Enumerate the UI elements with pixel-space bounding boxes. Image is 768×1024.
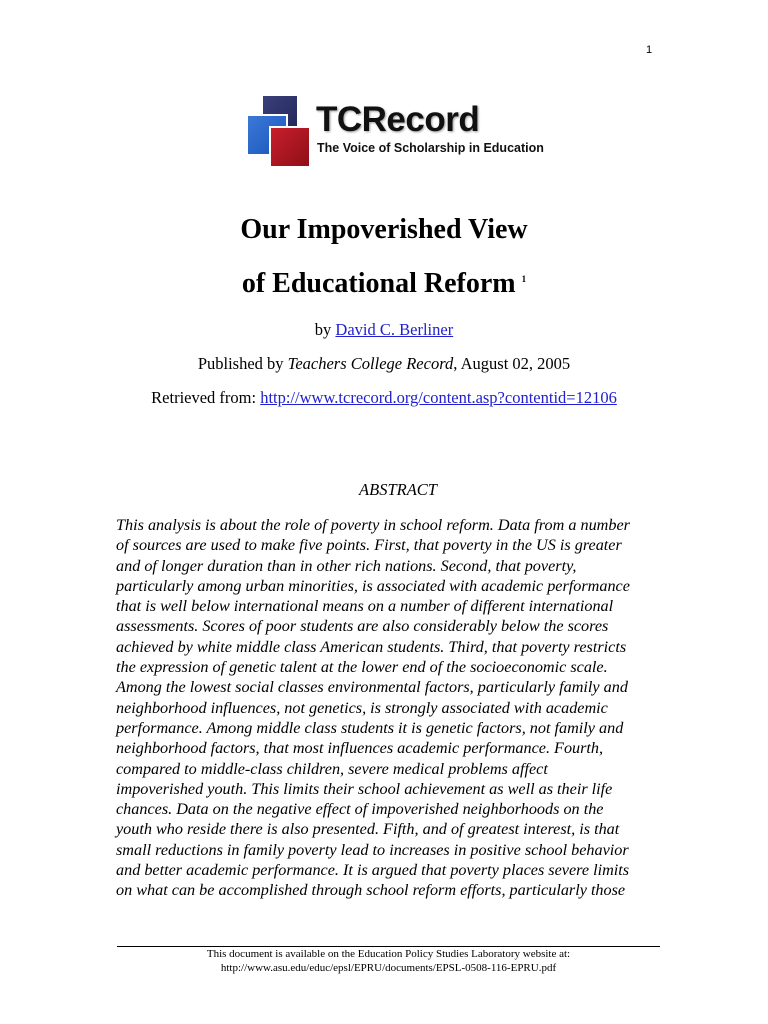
abstract-line: compared to middle-class children, severe medical problems affect [116,759,548,778]
byline [0,320,768,340]
retrieved-url-link[interactable]: http://www.tcrecord.org/content.asp?contentid=12106 [260,388,617,407]
logo-name: TCRecord [316,100,480,139]
abstract-line: particularly among urban minorities, is associated with academic performance [116,576,630,595]
footer-line-1: This document is available on the Education Policy Studies Laboratory website at: [206,948,571,960]
page-number: 1 [646,44,653,56]
abstract-line: impoverished youth. This limits their school achievement as well as their life [116,779,613,798]
footnote-marker: 1 [521,273,527,284]
title-line-2 [0,268,768,300]
retrieved-prefix: Retrieved from: [151,388,261,407]
abstract-line: performance. Among middle class students it is genetic factors, not family and [116,718,624,737]
tcrecord-logo [246,96,546,174]
abstract-line: Among the lowest social classes environmental factors, particularly family and [116,678,628,697]
published-date: , August 02, 2005 [453,354,571,373]
footer [116,947,661,975]
abstract-line: achieved by white middle class American students. Third, that poverty restricts [116,637,627,656]
published-prefix: Published by [197,354,288,373]
abstract-line: small reductions in family poverty lead to increases in positive school behavior [116,840,629,859]
publication-name: Teachers College Record [287,354,454,373]
published-line [0,354,768,374]
by-prefix: by [314,320,336,339]
abstract-line: that is well below international means on a number of different international [116,597,614,616]
abstract-line: and better academic performance. It is argued that poverty places severe limits [116,861,630,880]
logo-tagline: The Voice of Scholarship in Education [317,141,544,155]
title-line-2-text: of Educational Reform [241,268,516,299]
abstract-line: on what can be accomplished through school reform efforts, particularly those [116,881,626,900]
title-line-1: Our Impoverished View [240,214,528,245]
abstract-line: the expression of genetic talent at the lower end of the socioeconomic scale. [116,658,608,677]
abstract-heading: ABSTRACT [359,480,437,499]
abstract-line: neighborhood factors, that most influences academic performance. Fourth, [116,739,604,758]
abstract-line: of sources are used to make five points. First, that poverty in the US is greater [116,536,622,555]
retrieved-line [0,388,768,408]
author-link[interactable]: David C. Berliner [335,320,454,339]
logo-square-red [269,126,311,168]
abstract-line: This analysis is about the role of poverty in school reform. Data from a number [116,516,630,534]
abstract-line: chances. Data on the negative effect of impoverished neighborhoods on the [116,800,604,819]
abstract-line: youth who reside there is also presented. Fifth, and of greatest interest, is that [116,820,620,839]
abstract-body [116,515,676,901]
footer-url: http://www.asu.edu/educ/epsl/EPRU/documents/EPSL-0508-116-EPRU.pdf [220,962,557,974]
abstract-line: and of longer duration than in other rich nations. Second, that poverty, [116,556,577,575]
abstract-line: neighborhood influences, not genetics, is strongly associated with academic [116,698,608,717]
abstract-line: assessments. Scores of poor students are also considerably below the scores [116,617,609,636]
